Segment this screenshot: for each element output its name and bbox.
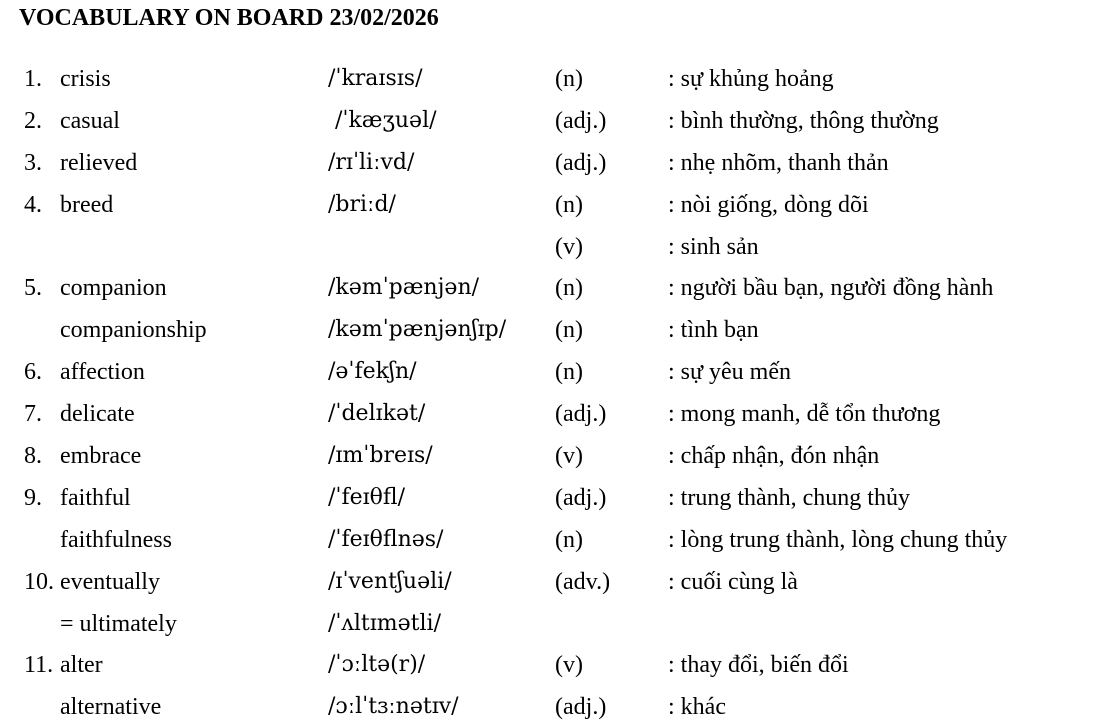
entry-part-of-speech: (adj.)	[555, 484, 607, 511]
vocab-row	[0, 351, 1103, 393]
entry-pronunciation: /ɔːlˈtɜːnətɪv/	[328, 694, 459, 720]
entry-part-of-speech: (adj.)	[555, 401, 607, 428]
entry-pronunciation: /ˈɔːltə(r)/	[328, 652, 426, 678]
entry-number: 2.	[24, 107, 42, 134]
vocab-row	[0, 393, 1103, 435]
entry-word: faithful	[60, 484, 131, 511]
entry-number: 7.	[24, 401, 42, 428]
entry-part-of-speech: (n)	[555, 66, 583, 92]
vocab-row	[0, 184, 1103, 226]
vocab-row	[0, 226, 1103, 268]
entry-part-of-speech: (adj.)	[555, 694, 607, 721]
entry-part-of-speech: (n)	[555, 191, 583, 218]
entry-part-of-speech: (n)	[555, 526, 583, 553]
entry-meaning: : lòng trung thành, lòng chung thủy	[668, 526, 1008, 553]
entry-meaning: : cuối cùng là	[668, 568, 798, 595]
entry-word: crisis	[60, 66, 111, 92]
entry-meaning: : nòi giống, dòng dõi	[668, 191, 869, 218]
entry-number: 4.	[24, 191, 42, 218]
entry-word: eventually	[60, 568, 160, 595]
vocab-row	[0, 519, 1103, 561]
entry-part-of-speech: (v)	[555, 233, 583, 260]
vocab-row	[0, 58, 1103, 100]
entry-number: 8.	[24, 443, 42, 470]
vocab-row	[0, 603, 1103, 645]
entry-meaning: : mong manh, dễ tổn thương	[668, 401, 941, 428]
entry-pronunciation: /kəmˈpænjən/	[328, 275, 480, 301]
vocab-row	[0, 435, 1103, 477]
page-title: VOCABULARY ON BOARD 23/02/2026	[19, 5, 439, 31]
entry-number: 11.	[24, 652, 54, 679]
entry-word: companion	[60, 275, 167, 302]
entry-number: 10.	[24, 568, 54, 595]
entry-word: = ultimately	[60, 610, 177, 637]
entry-part-of-speech: (adj.)	[555, 107, 607, 134]
entry-part-of-speech: (v)	[555, 652, 583, 679]
entry-number: 9.	[24, 484, 42, 511]
entry-number: 1.	[24, 66, 42, 92]
entry-meaning: : khác	[668, 694, 726, 721]
entry-pronunciation: /ˈfeɪθfl/	[328, 484, 405, 510]
entry-meaning: : chấp nhận, đón nhận	[668, 443, 880, 470]
entry-part-of-speech: (adj.)	[555, 149, 607, 176]
entry-meaning: : sự khủng hoảng	[668, 66, 834, 92]
entry-number: 5.	[24, 275, 42, 302]
entry-pronunciation: /ˈdelɪkət/	[328, 401, 426, 427]
entry-part-of-speech: (adv.)	[555, 568, 611, 595]
entry-number: 3.	[24, 149, 42, 176]
entry-part-of-speech: (n)	[555, 317, 583, 344]
entry-pronunciation: /kəmˈpænjənʃɪp/	[328, 317, 507, 343]
entry-word: alter	[60, 652, 103, 679]
vocab-row	[0, 561, 1103, 603]
entry-word: affection	[60, 359, 145, 386]
entry-pronunciation: /rɪˈliːvd/	[328, 149, 415, 175]
entry-word: relieved	[60, 149, 138, 176]
entry-number: 6.	[24, 359, 42, 386]
vocab-row	[0, 309, 1103, 351]
entry-part-of-speech: (n)	[555, 275, 583, 302]
entry-part-of-speech: (v)	[555, 443, 583, 470]
entry-word: breed	[60, 191, 114, 218]
vocab-row	[0, 477, 1103, 519]
vocab-row	[0, 142, 1103, 184]
entry-meaning: : thay đổi, biến đổi	[668, 652, 849, 679]
entry-meaning: : tình bạn	[668, 317, 759, 344]
entry-pronunciation: /ˈfeɪθflnəs/	[328, 526, 444, 552]
vocab-row	[0, 267, 1103, 309]
entry-meaning: : sinh sản	[668, 233, 759, 260]
entry-word: embrace	[60, 443, 142, 470]
entry-meaning: : sự yêu mến	[668, 359, 791, 386]
entry-pronunciation: /əˈfekʃn/	[328, 359, 417, 385]
entry-meaning: : trung thành, chung thủy	[668, 484, 910, 511]
entry-pronunciation: /ˈkæʒuəl/	[328, 107, 437, 133]
entry-part-of-speech: (n)	[555, 359, 583, 386]
vocab-row	[0, 686, 1103, 728]
entry-meaning: : bình thường, thông thường	[668, 107, 939, 134]
entry-pronunciation: /ɪmˈbreɪs/	[328, 443, 433, 469]
entry-word: faithfulness	[60, 526, 172, 553]
entry-word: casual	[60, 107, 120, 134]
entry-meaning: : nhẹ nhõm, thanh thản	[668, 149, 889, 176]
entry-meaning: : người bầu bạn, người đồng hành	[668, 275, 994, 302]
vocab-row	[0, 644, 1103, 686]
entry-word: alternative	[60, 694, 162, 721]
vocabulary-list	[0, 58, 1103, 728]
entry-pronunciation: /ɪˈventʃuəli/	[328, 568, 452, 594]
entry-word: delicate	[60, 401, 135, 428]
entry-pronunciation: /ˈʌltɪmətli/	[328, 610, 442, 636]
entry-pronunciation: /briːd/	[328, 191, 396, 217]
entry-word: companionship	[60, 317, 207, 344]
vocab-row	[0, 100, 1103, 142]
entry-pronunciation: /ˈkraɪsɪs/	[328, 66, 423, 91]
